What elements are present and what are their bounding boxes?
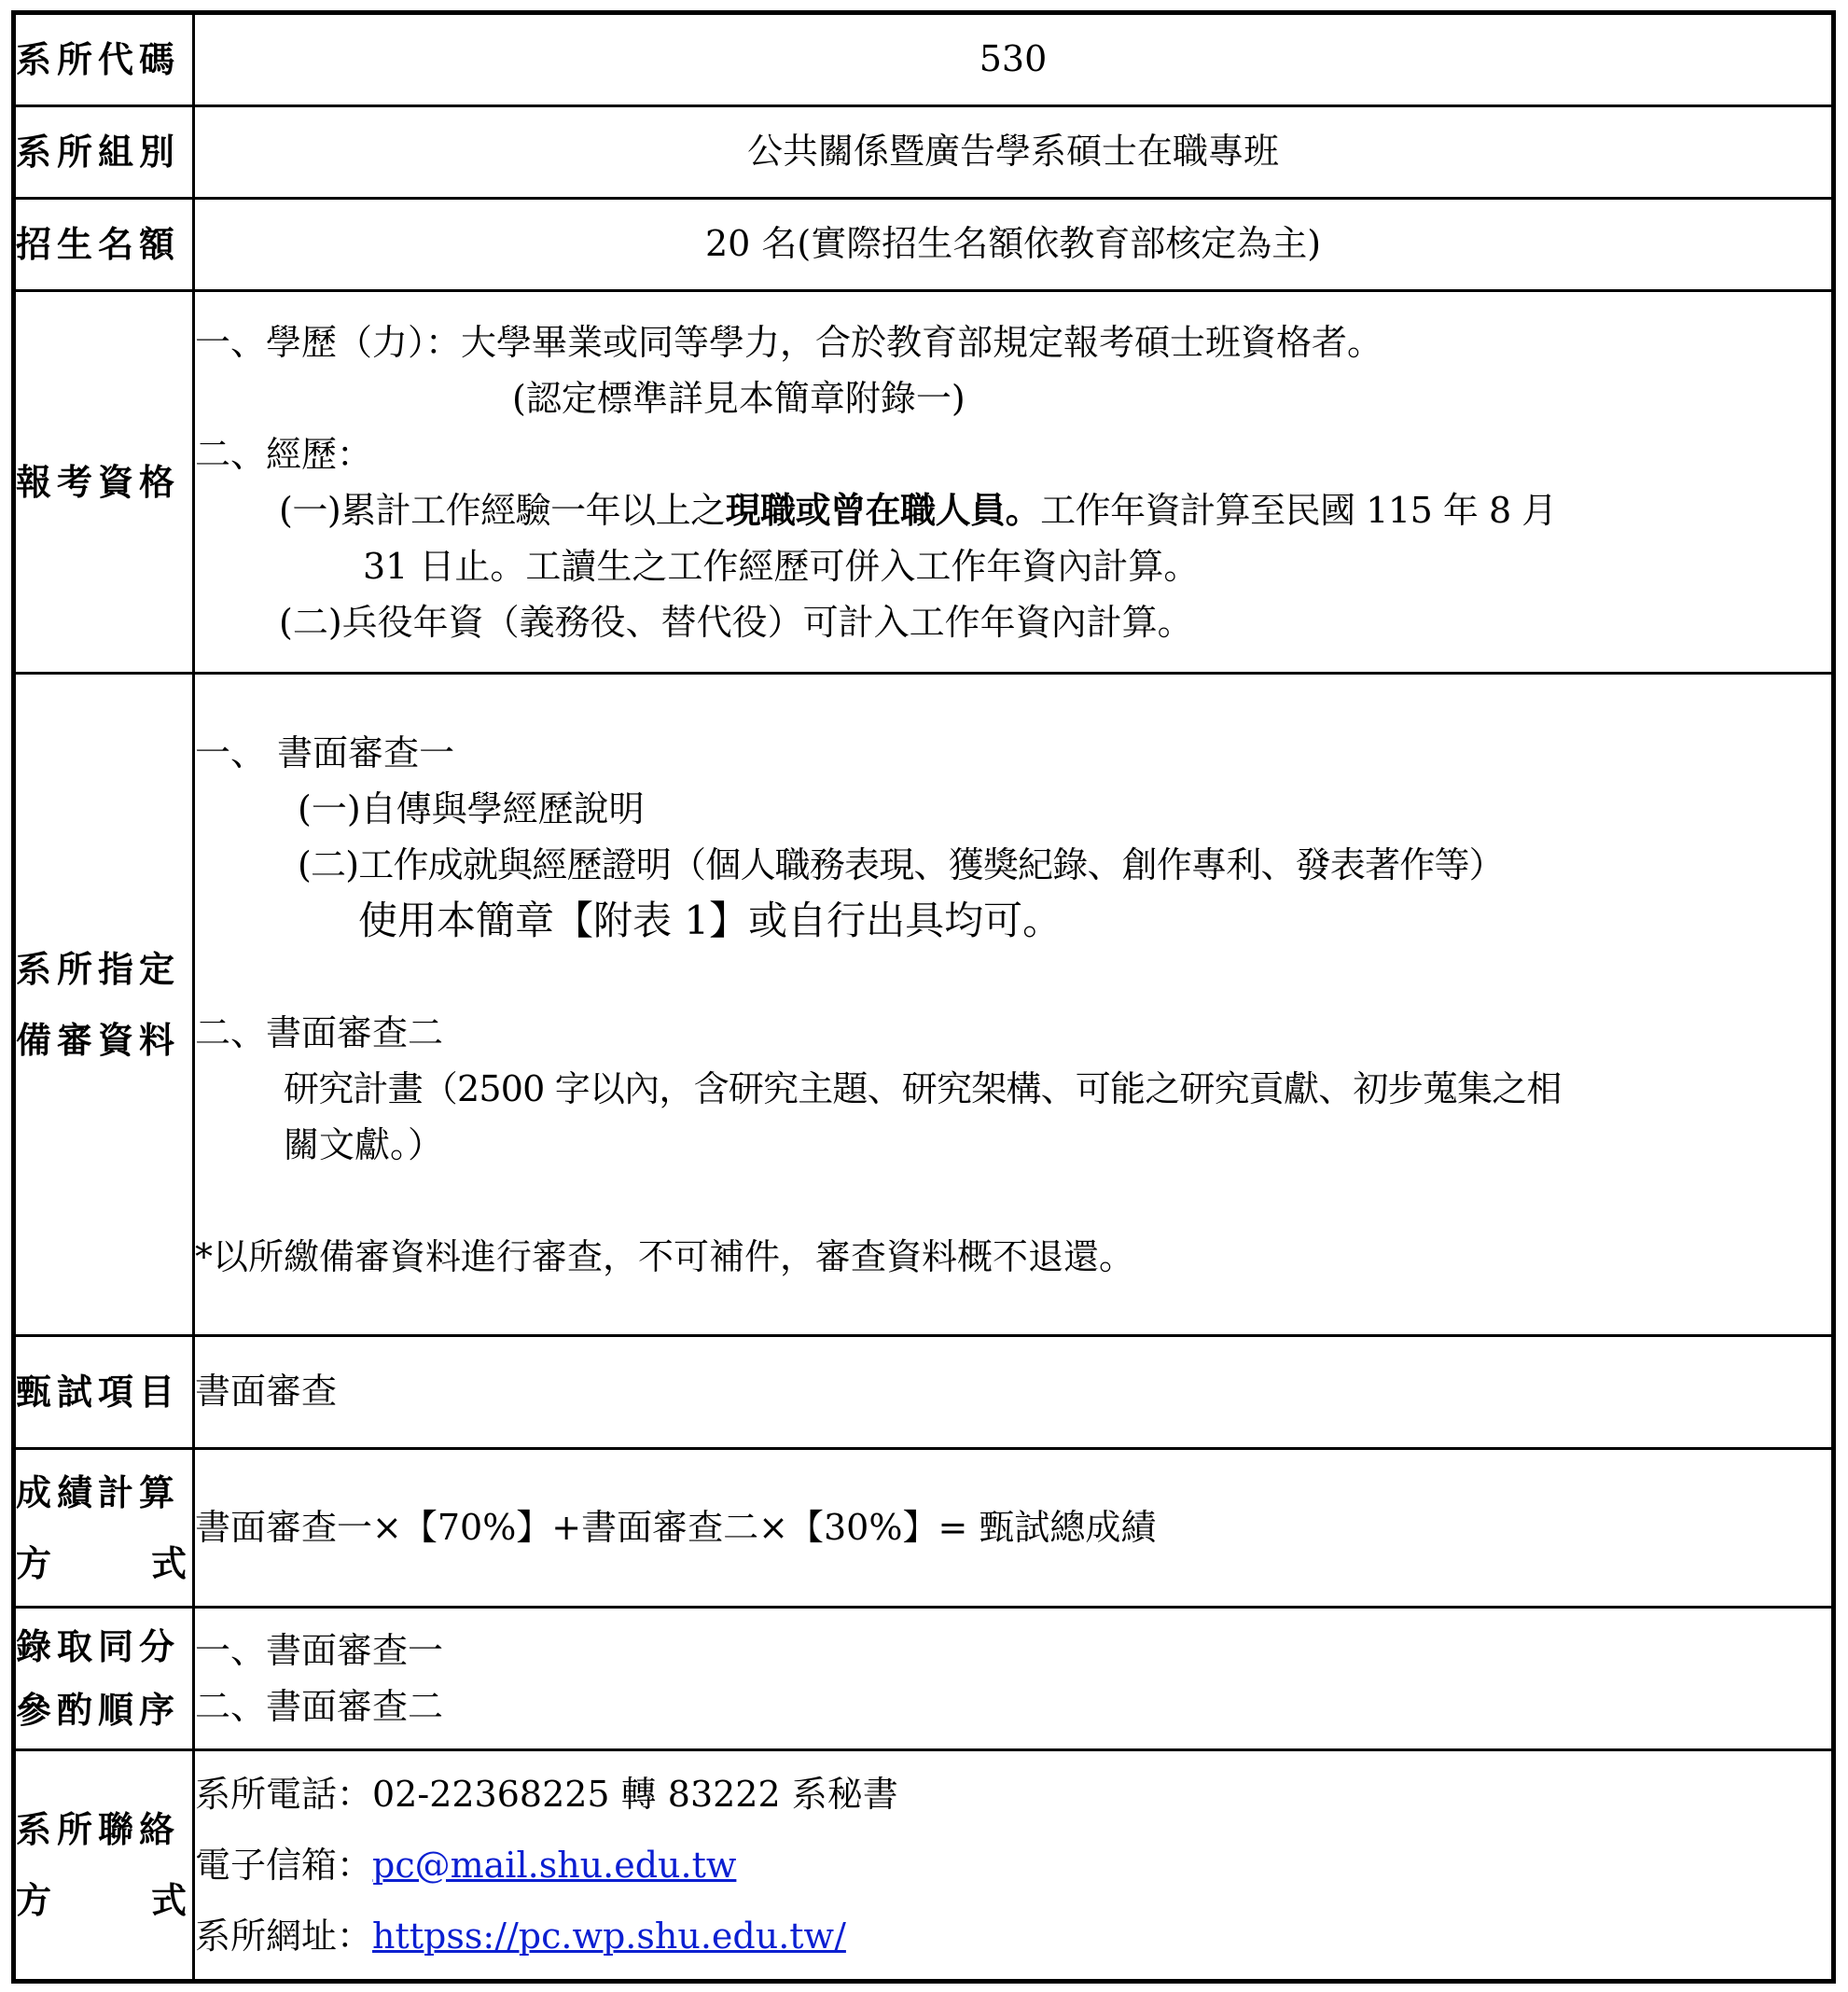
label-review-materials: 系所指定 備審資料 [14, 674, 194, 1336]
row-department-code [14, 13, 1834, 106]
label-department-group: 系所組別 [14, 106, 194, 199]
admission-info-table [11, 10, 1836, 1984]
contact-phone: 系所電話：02-22368225 轉 83222 系秘書 [195, 1774, 898, 1815]
value-scoring: 書面審查一×【70%】+書面審查二×【30%】= 甄試總成績 [194, 1449, 1834, 1608]
row-quota [14, 199, 1834, 291]
review-two-plan-cont: 關文獻。） [284, 1123, 444, 1165]
contact-email-line: 電子信箱：pc@mail.shu.edu.tw [195, 1845, 737, 1886]
eligibility-experience-1: (一)累計工作經驗一年以上之現職或曾在職人員。工作年資計算至民國 115 年 8 月 [279, 489, 1557, 531]
label-department-code: 系所代碼 [14, 13, 194, 106]
review-two-heading: 二、書面審查二 [195, 1011, 444, 1053]
row-scoring [14, 1449, 1834, 1608]
value-exam-items: 書面審查 [194, 1336, 1834, 1449]
review-one-item-2-note: 使用本簡章【附表 1】或自行出具均可。 [358, 897, 1063, 943]
eligibility-content [194, 291, 1834, 674]
row-department-group [14, 106, 1834, 199]
contact-website-line: 系所網址：httpss://pc.wp.shu.edu.tw/ [195, 1915, 846, 1957]
row-review-materials [14, 674, 1834, 1336]
contact-content [194, 1750, 1834, 1982]
tiebreak-2: 二、書面審查二 [195, 1686, 444, 1727]
label-quota: 招生名額 [14, 199, 194, 291]
eligibility-education-note: (認定標準詳見本簡章附錄一) [512, 377, 966, 419]
eligibility-experience-1-cont: 31 日止。工讀生之工作經歷可併入工作年資內計算。 [363, 545, 1200, 587]
review-materials-note: *以所繳備審資料進行審查，不可補件，審查資料概不退還。 [195, 1235, 1135, 1277]
value-department-group: 公共關係暨廣告學系碩士在職專班 [194, 106, 1834, 199]
row-eligibility [14, 291, 1834, 674]
row-contact [14, 1750, 1834, 1982]
eligibility-experience-heading: 二、經歷： [195, 433, 373, 475]
contact-website-link[interactable]: httpss://pc.wp.shu.edu.tw/ [372, 1915, 846, 1957]
value-quota: 20 名(實際招生名額依教育部核定為主) [194, 199, 1834, 291]
value-department-code: 530 [194, 13, 1834, 106]
review-one-item-2: (二)工作成就與經歷證明（個人職務表現、獲獎紀錄、創作專利、發表著作等） [298, 843, 1504, 885]
contact-email-link[interactable]: pc@mail.shu.edu.tw [372, 1845, 737, 1886]
label-scoring: 成績計算 方 式 [14, 1449, 194, 1608]
eligibility-education: 一、學歷（力）：大學畢業或同等學力，合於教育部規定報考碩士班資格者。 [195, 321, 1383, 363]
label-eligibility: 報考資格 [14, 291, 194, 674]
review-materials-content [194, 674, 1834, 1336]
review-one-heading: 一、 書面審查一 [195, 731, 455, 773]
tiebreak-1: 一、書面審查一 [195, 1630, 444, 1671]
review-two-plan: 研究計畫（2500 字以內，含研究主題、研究架構、可能之研究貢獻、初步蒐集之相 [284, 1067, 1562, 1109]
row-exam-items [14, 1336, 1834, 1449]
row-tiebreak [14, 1608, 1834, 1750]
eligibility-experience-2: (二)兵役年資（義務役、替代役）可計入工作年資內計算。 [279, 601, 1193, 643]
label-contact: 系所聯絡 方 式 [14, 1750, 194, 1982]
tiebreak-content [194, 1608, 1834, 1750]
label-exam-items: 甄試項目 [14, 1336, 194, 1449]
label-tiebreak: 錄取同分 參酌順序 [14, 1608, 194, 1750]
review-one-item-1: (一)自傳與學經歷說明 [298, 787, 645, 829]
